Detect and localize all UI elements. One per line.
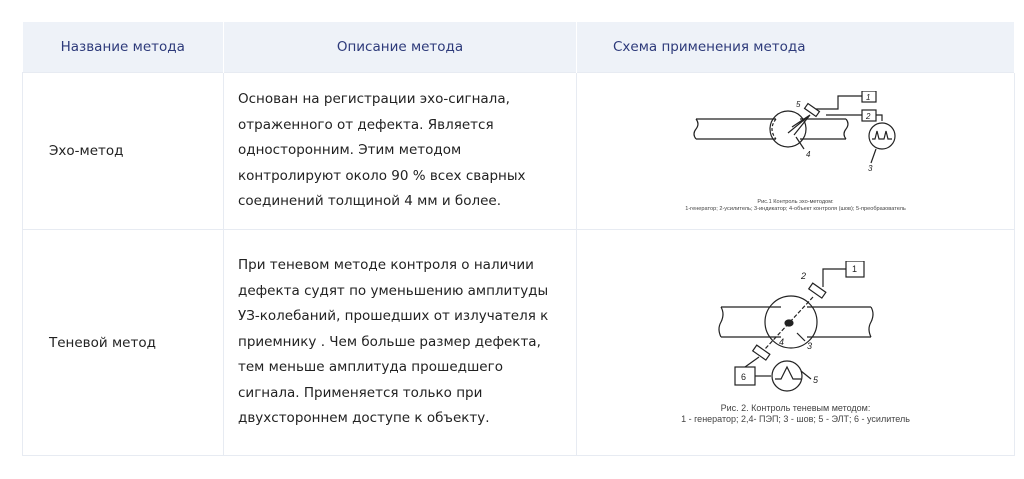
methods-table [22, 22, 1015, 456]
method-description-cell: При теневом методе контроля о наличии дефекта судят по уменьшению амплитуды УЗ-колебаний, прошедших от излучателя к приемнику . Чем больше размер дефекта, тем меньше амплитуда прошедшего сигнала. Применяется только при двухстороннем доступе к объекту. [224, 230, 577, 456]
shadow-method-diagram [701, 261, 891, 401]
method-scheme-cell [577, 230, 1015, 456]
diagram-caption-legend: 1 - генератор; 2,4- ПЭП; 3 - шов; 5 - ЭЛТ; 6 - усилитель [681, 413, 910, 424]
diagram-label: 4 [805, 150, 810, 159]
method-description-cell: Основан на регистрации эхо-сигнала, отраженного от дефекта. Является односторонним. Этим методом контролируют около 90 % всех сварных соединений толщиной 4 мм и более. [224, 73, 577, 230]
diagram-label: 1 [851, 263, 857, 274]
diagram-label: 3 [867, 164, 872, 173]
table-row [23, 73, 1015, 230]
table-header-row [23, 22, 1015, 73]
diagram-caption-title: Рис. 2. Контроль теневым методом: [720, 402, 871, 413]
diagram-label: 6 [740, 371, 746, 382]
diagram-label: 2 [865, 112, 870, 121]
header-method-description: Описание метода [224, 22, 577, 73]
method-name-cell: Теневой метод [23, 230, 224, 456]
diagram-label: 5 [795, 100, 800, 109]
diagram-label: 2 [800, 270, 806, 281]
diagram-label: 5 [812, 374, 818, 385]
method-name-cell: Эхо-метод [23, 73, 224, 230]
header-method-name: Название метода [23, 22, 224, 73]
header-method-scheme: Схема применения метода [577, 22, 1015, 73]
diagram-label: 3 [806, 340, 812, 351]
table-row [23, 230, 1015, 456]
diagram-caption-legend: 1-генератор; 2-усилитель; 3-индикатор; 4-объект контроля (шов); 5-преобразователь [685, 206, 906, 212]
diagram-caption-title: Рис.1 Контроль эхо-методом: [757, 199, 834, 205]
methods-table-wrapper [22, 22, 1014, 456]
diagram-label: 1 [865, 93, 870, 102]
method-scheme-cell [577, 73, 1015, 230]
echo-method-diagram [676, 91, 916, 199]
diagram-label: 4 [778, 336, 784, 347]
